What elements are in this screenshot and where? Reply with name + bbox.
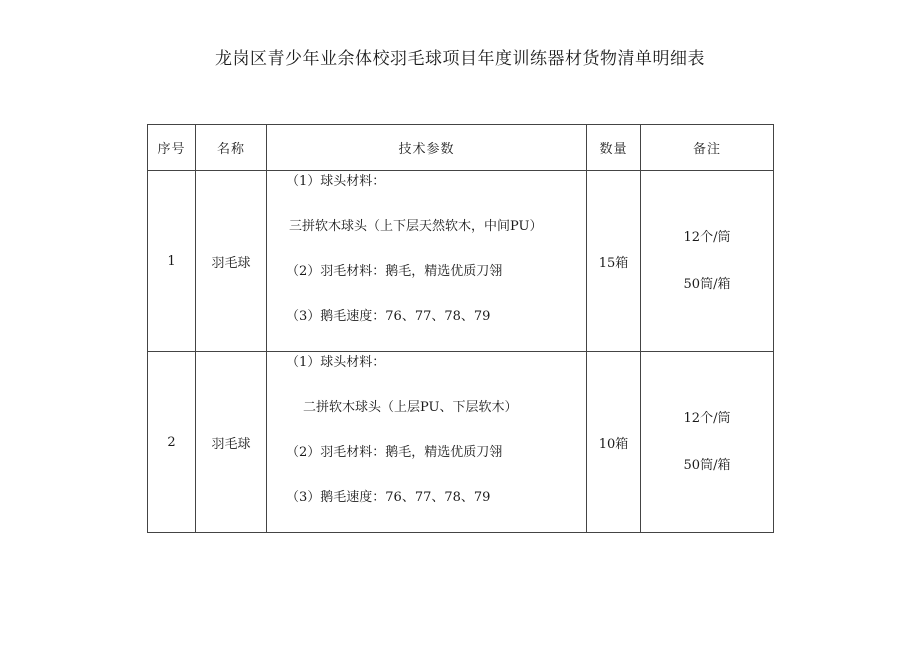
header-name: 名称 [196,125,267,171]
param-line: （3）鹅毛速度：76、77、78、79 [286,490,491,505]
cell-seq: 1 [148,171,196,352]
param-line: 二拼软木球头（上层PU、下层软木） [303,400,518,415]
table-row [148,352,774,533]
param-line: （2）羽毛材料：鹅毛，精选优质刀翎 [286,264,503,279]
remark-line: 12个/筒 [683,229,731,245]
remark-line: 50筒/箱 [683,276,731,292]
cell-name: 羽毛球 [196,171,267,352]
param-line: （1）球头材料： [286,355,386,370]
param-line: （3）鹅毛速度：76、77、78、79 [286,309,491,324]
cell-params [267,352,587,533]
param-line: （1）球头材料： [286,174,386,189]
cell-qty: 10箱 [587,352,641,533]
cell-name: 羽毛球 [196,352,267,533]
cell-qty: 15箱 [587,171,641,352]
inventory-table [147,124,774,533]
remark-spacer [641,429,773,456]
param-line: 三拼软木球头（上下层天然软木，中间PU） [289,219,543,234]
header-remark: 备注 [641,125,774,171]
header-qty: 数量 [587,125,641,171]
remark-spacer [641,248,773,275]
remark-line: 50筒/箱 [683,457,731,473]
document-title: 龙岗区青少年业余体校羽毛球项目年度训练器材货物清单明细表 [215,49,705,69]
header-seq: 序号 [148,125,196,171]
param-line: （2）羽毛材料：鹅毛，精选优质刀翎 [286,445,503,460]
table-header-row [148,125,774,171]
cell-remark [641,352,774,533]
header-params: 技术参数 [267,125,587,171]
cell-remark [641,171,774,352]
remark-line: 12个/筒 [683,410,731,426]
table-row [148,171,774,352]
cell-params [267,171,587,352]
cell-seq: 2 [148,352,196,533]
